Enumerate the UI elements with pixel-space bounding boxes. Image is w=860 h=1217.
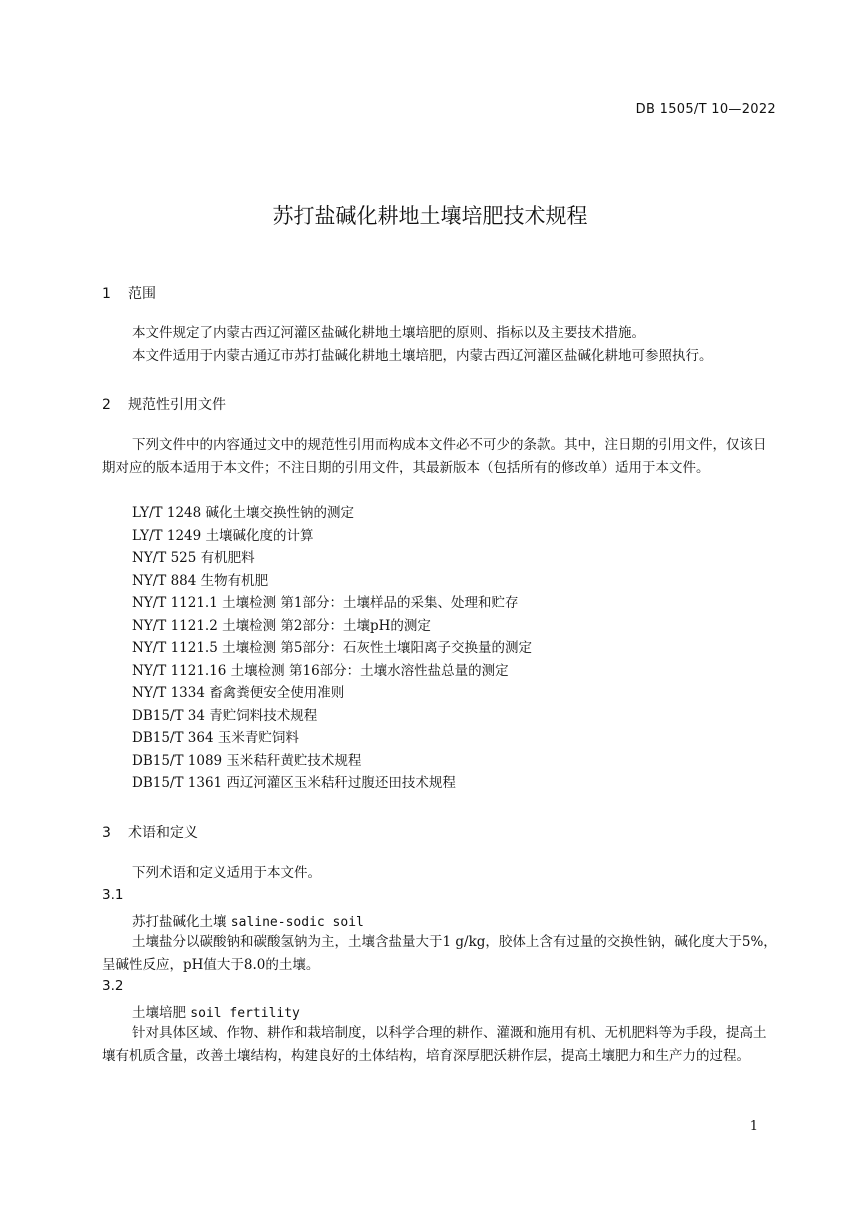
term-definition: 土壤盐分以碳酸钠和碳酸氢钠为主，土壤含盐量大于1 g/kg，胶体上含有过量的交换性钠，碱化度大于5%，呈碱性反应，pH值大于8.0的土壤。 — [102, 934, 777, 973]
list-item: DB15/T 34 青贮饲料技术规程 — [132, 707, 318, 724]
section-heading-refs — [102, 394, 226, 414]
scope-paragraph: 本文件适用于内蒙古通辽市苏打盐碱化耕地土壤培肥，内蒙古西辽河灌区盐碱化耕地可参照执行。 — [132, 348, 713, 364]
terms-intro-paragraph: 下列术语和定义适用于本文件。 — [132, 865, 321, 881]
section-title: 规范性引用文件 — [128, 397, 226, 413]
term-name-en: soil fertility — [190, 1006, 300, 1021]
section-heading-scope — [102, 283, 156, 303]
term-name — [132, 910, 364, 930]
section-title: 术语和定义 — [128, 825, 198, 841]
section-number: 3 — [102, 825, 111, 841]
term-name-zh: 苏打盐碱化土壤 — [132, 914, 227, 930]
list-item: NY/T 525 有机肥料 — [132, 550, 255, 566]
list-item: DB15/T 1361 西辽河灌区玉米秸秆过腹还田技术规程 — [132, 775, 456, 791]
section-title: 范围 — [128, 286, 156, 302]
list-item: NY/T 1121.1 土壤检测 第1部分：土壤样品的采集、处理和贮存 — [132, 595, 519, 611]
section-heading-terms — [102, 822, 198, 842]
reference-list — [132, 502, 532, 795]
section-number: 2 — [102, 397, 111, 413]
list-item: NY/T 1334 畜禽粪便安全使用准则 — [132, 685, 345, 701]
list-item: LY/T 1248 碱化土壤交换性钠的测定 — [132, 505, 355, 521]
list-item: NY/T 1121.5 土壤检测 第5部分：石灰性土壤阳离子交换量的测定 — [132, 640, 532, 656]
term-definition: 针对具体区域、作物、耕作和栽培制度，以科学合理的耕作、灌溉和施用有机、无机肥料等为手段，提高土壤有机质含量，改善土壤结构，构建良好的土体结构，培育深厚肥沃耕作层，提高土壤肥力和生产力的过程。 — [102, 1025, 767, 1064]
list-item: NY/T 884 生物有机肥 — [132, 572, 269, 589]
list-item: LY/T 1249 土壤碱化度的计算 — [132, 527, 314, 544]
document-title: 苏打盐碱化耕地土壤培肥技术规程 — [272, 204, 588, 228]
term-number: 3.1 — [102, 887, 124, 903]
term-name-en: saline-sodic soil — [230, 915, 364, 930]
term-number: 3.2 — [102, 978, 124, 994]
list-item: NY/T 1121.16 土壤检测 第16部分：土壤水溶性盐总量的测定 — [132, 662, 509, 679]
list-item: DB15/T 1089 玉米秸秆黄贮技术规程 — [132, 752, 362, 769]
term-name-zh: 土壤培肥 — [132, 1005, 186, 1021]
list-item: NY/T 1121.2 土壤检测 第2部分：土壤pH的测定 — [132, 617, 431, 634]
document-code: DB 1505/T 10—2022 — [635, 102, 776, 117]
list-item: DB15/T 364 玉米青贮饲料 — [132, 730, 299, 746]
scope-paragraph: 本文件规定了内蒙古西辽河灌区盐碱化耕地土壤培肥的原则、指标以及主要技术措施。 — [132, 325, 645, 341]
page-number: 1 — [749, 1119, 758, 1134]
section-number: 1 — [102, 286, 111, 302]
refs-intro-paragraph: 下列文件中的内容通过文中的规范性引用而构成本文件必不可少的条款。其中，注日期的引用文件，仅该日期对应的版本适用于本文件；不注日期的引用文件，其最新版本（包括所有的修改单）适用于本文件。 — [102, 437, 767, 476]
term-name — [132, 1001, 300, 1021]
